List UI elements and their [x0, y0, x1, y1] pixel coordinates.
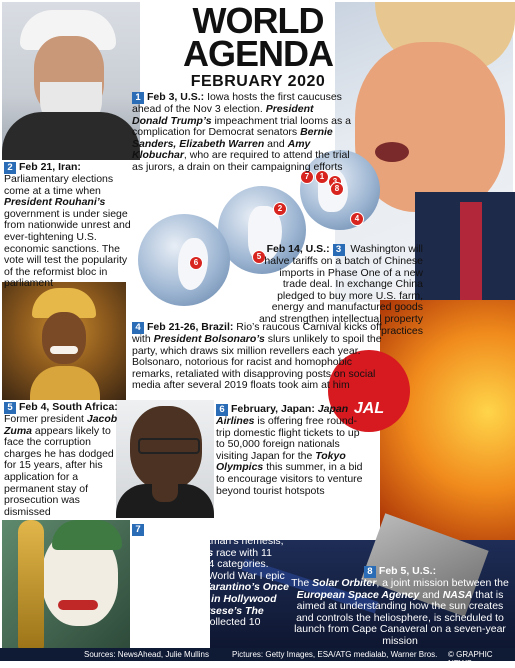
event-number-badge: 7 — [132, 524, 144, 536]
footer-credit: © GRAPHIC NEWS — [448, 650, 493, 668]
globe-pin: 6 — [189, 256, 203, 270]
globe-pin: 8 — [330, 182, 344, 196]
globe-pin: 4 — [350, 212, 364, 226]
title-line-2: AGENDA — [182, 33, 333, 74]
event-3: Feb 14, U.S.: 3 Washington will halve tariffs on a batch of Chinese imports in Phase One of a new trade deal. In exchange China pledged to buy more U.S. farm, energy and manufactured goods and strengthen intellectual property practices — [258, 243, 423, 337]
event-2: 2 Feb 21, Iran: Parliamentary elections come at a time when President Rouhani’s government is under siege from nationwide unrest and ever-tightening U.S. economic sanctions. The vote will test the popularity of the reformist bloc in parliament — [4, 161, 131, 290]
jal-logo-text: JAL — [353, 400, 385, 417]
event-number-badge: 5 — [4, 402, 16, 414]
event-6: 6 February, Japan: Japan Airlines is offering free round-trip domestic flight tickets to up to 50,000 foreign nationals visiting Japan for the Tokyo Olympics this summer, in a bid to encourage visitors to venture beyond tourist hotspots — [216, 403, 363, 497]
carnival-photo — [2, 282, 126, 400]
event-4: 4 Feb 21-26, Brazil: Rio’s raucous Carnival kicks off with President Bolsonaro’s slurs unlikely to spoil the party, which draws six million revellers each year. Bolsonaro, notorious for racist and homophobic remarks, retaliated with disapproving posts on social media after several 2019 floats took aim at him — [132, 321, 382, 392]
event-number-badge: 1 — [132, 92, 144, 104]
event-number-badge: 2 — [4, 162, 16, 174]
event-5: 5 Feb 4, South Africa: Former president Jacob Zuma appears likely to face the corruption charges he has dodged for 15 years, after his application for a permanent stay of prosecution was dismissed — [4, 401, 118, 518]
title-line-1: WORLD — [192, 0, 324, 41]
globe-pin: 5 — [252, 250, 266, 264]
title-date: FEBRUARY 2020 — [190, 73, 326, 90]
footer-sources: Sources: NewsAhead, Julie Mullins — [84, 650, 209, 659]
event-number-badge: 8 — [364, 566, 376, 578]
footer-pictures: Pictures: Getty Images, ESA/ATG medialab, Warner Bros. — [232, 650, 438, 659]
globe-pin: 1 — [315, 170, 329, 184]
event-7: 7 Feb 9, U.S.: Todd Phillips’ Joker, about Batman’s nemesis, leads the Oscars race with 11 nominations in 24 categories. Sam Mendes’s World War I epic 1917, Quentin Tarantino’s Once Upon a Time … in Hollywood and Martin Scorsese’s The Irishman each collected 10 — [132, 523, 289, 629]
oscar-statuette-icon — [18, 520, 44, 650]
event-number-badge: 3 — [333, 244, 345, 256]
globe-pin: 2 — [273, 202, 287, 216]
joker-photo — [2, 520, 130, 650]
globe-south-america — [138, 214, 230, 306]
page-title — [178, 0, 338, 91]
rouhani-photo — [2, 2, 140, 160]
event-1: 1 Feb 3, U.S.: Iowa hosts the first caucuses ahead of the Nov 3 election. President Donald Trump’s impeachment trial looms as a complication for Democrat senators Bernie Sanders, Elizabeth Warren and Amy Klobuchar, who are required to attend the trial as jurors, a drain on their campaigning efforts — [132, 91, 352, 173]
zuma-photo — [116, 400, 214, 518]
event-number-badge: 4 — [132, 322, 144, 334]
event-number-badge: 6 — [216, 404, 228, 416]
globe-pin: 7 — [300, 170, 314, 184]
event-8: 8 Feb 5, U.S.: The Solar Orbiter, a joint mission between the European Space Agency and NASA that is aimed at understanding how the sun creates and controls the heliosphere, is scheduled to launch from Cape Canaveral on a seven-year mission — [291, 565, 509, 647]
